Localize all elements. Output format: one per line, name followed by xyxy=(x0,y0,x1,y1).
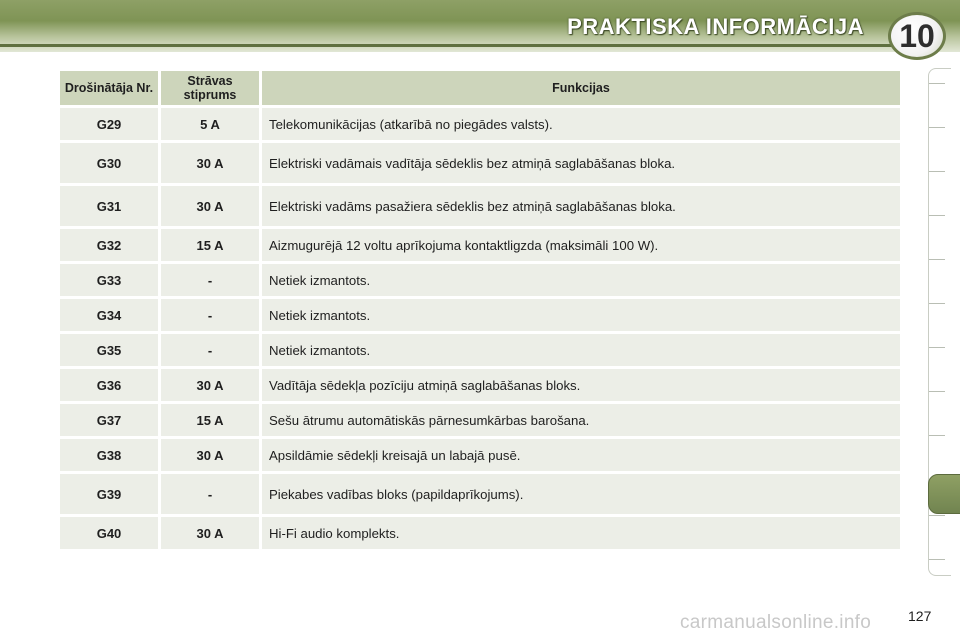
table-row xyxy=(60,143,900,183)
tab-divider xyxy=(929,515,945,516)
fuse-number: G38 xyxy=(60,439,158,471)
fuse-current: 30 A xyxy=(161,439,259,471)
fuse-current: 30 A xyxy=(161,369,259,401)
tab-divider xyxy=(929,259,945,260)
fuse-number: G30 xyxy=(60,143,158,183)
table-row xyxy=(60,334,900,366)
table-row xyxy=(60,474,900,514)
header-current: Strāvas stiprums xyxy=(161,71,259,105)
fuse-function: Telekomunikācijas (atkarībā no piegādes valsts). xyxy=(262,108,900,140)
page-title: PRAKTISKA INFORMĀCIJA xyxy=(567,14,864,39)
fuse-current: - xyxy=(161,334,259,366)
page-number: 127 xyxy=(908,608,932,624)
table-header-row xyxy=(60,71,900,105)
fuse-number: G39 xyxy=(60,474,158,514)
fuse-function: Apsildāmie sēdekļi kreisajā un labajā pusē. xyxy=(262,439,900,471)
table-row xyxy=(60,369,900,401)
fuse-function: Netiek izmantots. xyxy=(262,299,900,331)
tab-divider xyxy=(929,83,945,84)
header-divider xyxy=(0,44,900,47)
fuse-function: Netiek izmantots. xyxy=(262,264,900,296)
table-row xyxy=(60,404,900,436)
tab-divider xyxy=(929,347,945,348)
table-row xyxy=(60,229,900,261)
table-row xyxy=(60,299,900,331)
fuse-current: 15 A xyxy=(161,229,259,261)
fuse-number: G36 xyxy=(60,369,158,401)
fuse-current: 15 A xyxy=(161,404,259,436)
fuse-current: - xyxy=(161,299,259,331)
fuse-function: Hi-Fi audio komplekts. xyxy=(262,517,900,549)
active-chapter-tab xyxy=(928,474,960,514)
fuse-number: G37 xyxy=(60,404,158,436)
table-row xyxy=(60,186,900,226)
fuse-number: G34 xyxy=(60,299,158,331)
table-row xyxy=(60,439,900,471)
tab-divider xyxy=(929,391,945,392)
fuse-function: Elektriski vadāmais vadītāja sēdeklis bez atmiņā saglabāšanas bloka. xyxy=(262,143,900,183)
fuse-number: G35 xyxy=(60,334,158,366)
fuse-function: Sešu ātrumu automātiskās pārnesumkārbas barošana. xyxy=(262,404,900,436)
watermark: carmanualsonline.info xyxy=(680,612,872,633)
tab-divider xyxy=(929,559,945,560)
table-row xyxy=(60,264,900,296)
fuse-number: G29 xyxy=(60,108,158,140)
fuse-function: Piekabes vadības bloks (papildaprīkojums). xyxy=(262,474,900,514)
fuse-number: G40 xyxy=(60,517,158,549)
fuse-function: Aizmugurējā 12 voltu aprīkojuma kontaktligzda (maksimāli 100 W). xyxy=(262,229,900,261)
fuse-function: Elektriski vadāms pasažiera sēdeklis bez atmiņā saglabāšanas bloka. xyxy=(262,186,900,226)
tab-divider xyxy=(929,171,945,172)
tab-divider xyxy=(929,215,945,216)
fuse-current: 30 A xyxy=(161,186,259,226)
tab-divider xyxy=(929,127,945,128)
fuse-number: G32 xyxy=(60,229,158,261)
fuse-current: - xyxy=(161,264,259,296)
table-row xyxy=(60,517,900,549)
fuse-function: Vadītāja sēdekļa pozīciju atmiņā saglabāšanas bloks. xyxy=(262,369,900,401)
fuse-current: - xyxy=(161,474,259,514)
fuse-function: Netiek izmantots. xyxy=(262,334,900,366)
fuse-table xyxy=(57,68,903,552)
fuse-current: 5 A xyxy=(161,108,259,140)
tab-divider xyxy=(929,435,945,436)
chapter-badge: 10 xyxy=(888,12,946,60)
fuse-current: 30 A xyxy=(161,143,259,183)
fuse-current: 30 A xyxy=(161,517,259,549)
tab-divider xyxy=(929,303,945,304)
header-function: Funkcijas xyxy=(262,71,900,105)
fuse-number: G33 xyxy=(60,264,158,296)
fuse-number: G31 xyxy=(60,186,158,226)
table-row xyxy=(60,108,900,140)
header-fuse-number: Drošinātāja Nr. xyxy=(60,71,158,105)
